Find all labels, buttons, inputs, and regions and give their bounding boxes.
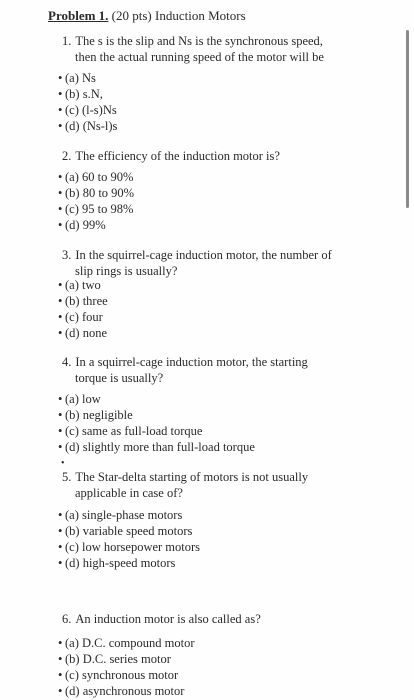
- option-item: • (a) 60 to 90%: [58, 170, 134, 184]
- problem-title: (20 pts) Induction Motors: [108, 8, 246, 23]
- option-item: • (c) same as full-load torque: [58, 424, 203, 438]
- option-item: • (c) (l-s)Ns: [58, 103, 117, 117]
- question-5: [62, 470, 368, 501]
- option-item: • (c) 95 to 98%: [58, 202, 134, 216]
- bullet-icon: •: [58, 103, 63, 117]
- question-number: 5.: [62, 470, 72, 484]
- bullet-icon: •: [58, 440, 63, 454]
- bullet-icon: •: [58, 186, 63, 200]
- question-text-line2: torque is usually?: [75, 370, 164, 385]
- problem-heading: [48, 8, 246, 24]
- question-text-line2: slip rings is usually?: [75, 263, 178, 278]
- question-text-line2: then the actual running speed of the motor will be: [75, 49, 324, 64]
- bullet-icon: •: [58, 218, 63, 232]
- bullet-icon: •: [58, 556, 63, 570]
- bullet-icon: •: [58, 119, 63, 133]
- stray-bullet: •: [61, 458, 65, 469]
- bullet-icon: •: [58, 636, 63, 650]
- question-number: 4.: [62, 355, 72, 369]
- bullet-icon: •: [58, 202, 63, 216]
- question-text-line1: In the squirrel-cage induction motor, the number of: [75, 248, 332, 262]
- question-text-line1: An induction motor is also called as?: [75, 612, 261, 626]
- option-item: • (b) D.C. series motor: [58, 652, 171, 666]
- question-text-line2: applicable in case of?: [75, 485, 183, 500]
- question-3: [62, 248, 368, 279]
- bullet-icon: •: [58, 652, 63, 666]
- bullet-icon: •: [58, 684, 63, 698]
- question-text-line1: The Star-delta starting of motors is not usually: [75, 470, 309, 484]
- vertical-scrollbar[interactable]: [406, 30, 409, 208]
- option-item: • (c) synchronous motor: [58, 668, 179, 682]
- question-text-line1: The s is the slip and Ns is the synchronous speed,: [75, 34, 323, 48]
- option-item: • (a) single-phase motors: [58, 508, 183, 522]
- option-item: • (d) high-speed motors: [58, 556, 176, 570]
- option-item: • (d) asynchronous motor: [58, 684, 185, 698]
- option-item: • (b) s.N,: [58, 87, 103, 101]
- bullet-icon: •: [58, 278, 63, 292]
- bullet-icon: •: [58, 508, 63, 522]
- bullet-icon: •: [58, 294, 63, 308]
- option-item: • (a) two: [58, 278, 101, 292]
- option-item: • (b) 80 to 90%: [58, 186, 135, 200]
- option-item: • (a) D.C. compound motor: [58, 636, 195, 650]
- option-item: • (d) 99%: [58, 218, 106, 232]
- bullet-icon: •: [58, 71, 63, 85]
- question-text-line1: In a squirrel-cage induction motor, the starting: [75, 355, 308, 369]
- question-number: 3.: [62, 248, 72, 262]
- bullet-icon: •: [58, 87, 63, 101]
- bullet-icon: •: [58, 170, 63, 184]
- bullet-icon: •: [58, 408, 63, 422]
- option-item: • (a) Ns: [58, 71, 96, 85]
- question-number: 1.: [62, 34, 72, 48]
- option-item: • (b) negligible: [58, 408, 133, 422]
- option-item: • (b) three: [58, 294, 108, 308]
- bullet-icon: •: [58, 540, 63, 554]
- option-item: • (a) low: [58, 392, 101, 406]
- option-item: • (c) low horsepower motors: [58, 540, 201, 554]
- bullet-icon: •: [58, 392, 63, 406]
- question-number: 6.: [62, 612, 72, 626]
- question-1: [62, 34, 368, 65]
- question-6: [62, 612, 368, 628]
- question-4: [62, 355, 368, 386]
- option-item: • (c) four: [58, 310, 103, 324]
- option-item: • (d) slightly more than full-load torque: [58, 440, 255, 454]
- bullet-icon: •: [58, 424, 63, 438]
- option-item: • (d) none: [58, 326, 107, 340]
- bullet-icon: •: [58, 310, 63, 324]
- option-item: • (b) variable speed motors: [58, 524, 193, 538]
- problem-number: Problem 1.: [48, 8, 109, 23]
- question-2: [62, 149, 368, 165]
- question-number: 2.: [62, 149, 72, 163]
- bullet-icon: •: [58, 524, 63, 538]
- question-text-line1: The efficiency of the induction motor is?: [75, 149, 280, 163]
- option-item: • (d) (Ns-l)s: [58, 119, 118, 133]
- bullet-icon: •: [58, 326, 63, 340]
- bullet-icon: •: [58, 668, 63, 682]
